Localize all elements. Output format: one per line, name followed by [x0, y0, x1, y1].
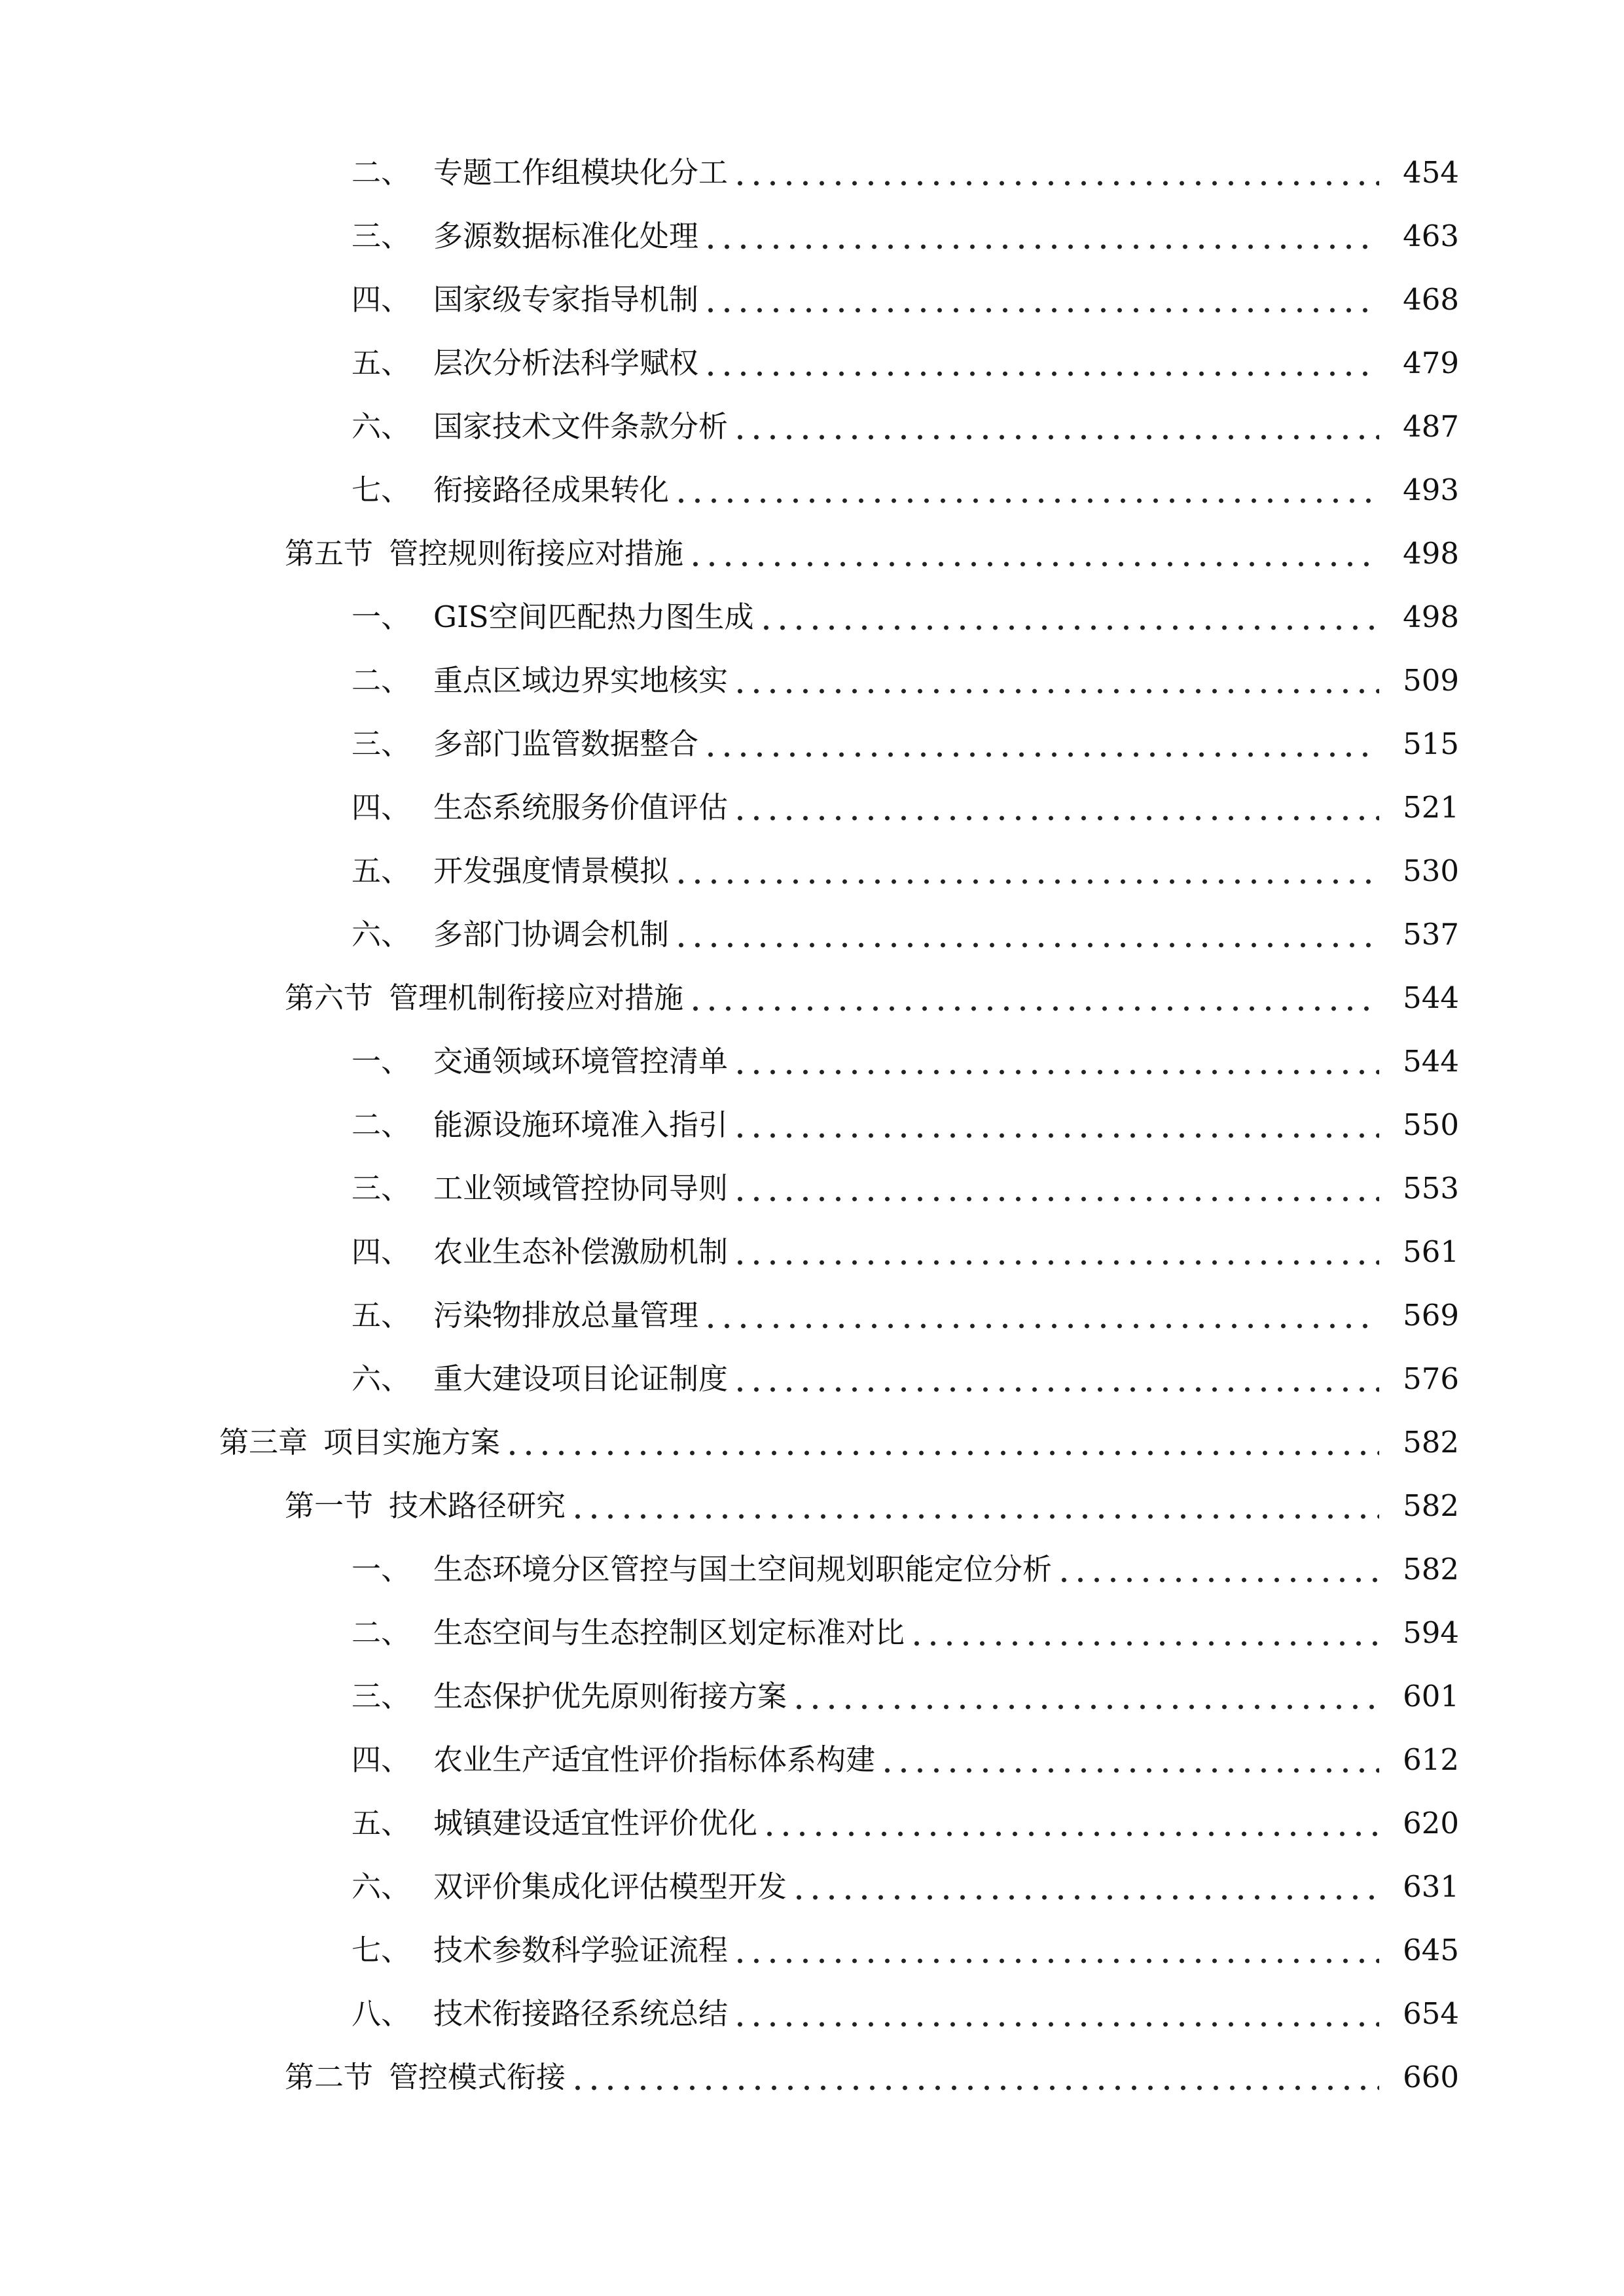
toc-entry-number: 第二节 [285, 2060, 374, 2094]
toc-entry-title: 农业生态补偿激励机制 [433, 1234, 729, 1269]
toc-entry-page-number: 544 [1403, 1044, 1459, 1079]
toc-entry-title: 重点区域边界实地核实 [433, 663, 729, 698]
toc-entry-title: 管控模式衔接 [389, 2060, 566, 2094]
toc-entry[interactable] [0, 1220, 1624, 1283]
toc-entry-page-number: 454 [1403, 155, 1459, 190]
toc-entry-number: 四、 [352, 1234, 411, 1269]
toc-entry-number: 第一节 [285, 1488, 374, 1523]
toc-entry[interactable] [0, 1728, 1624, 1791]
toc-entry-number: 第五节 [285, 536, 374, 571]
toc-entry-number: 四、 [352, 282, 411, 317]
dot-leader [732, 1999, 1379, 2028]
toc-entry-title: 生态保护优先原则衔接方案 [433, 1679, 787, 1713]
toc-entry-number: 七、 [352, 473, 411, 507]
toc-entry-title: 管理机制衔接应对措施 [389, 980, 684, 1015]
toc-entry[interactable] [0, 1474, 1624, 1537]
toc-entry-number: 三、 [352, 1171, 411, 1206]
toc-entry-page-number: 631 [1403, 1869, 1459, 1904]
dot-leader [732, 1047, 1379, 1076]
toc-entry-page-number: 654 [1403, 1996, 1459, 2031]
toc-entry[interactable] [0, 204, 1624, 268]
toc-entry[interactable] [0, 1664, 1624, 1728]
toc-entry-title: GIS空间匹配热力图生成 [433, 600, 754, 634]
toc-entry[interactable] [0, 1601, 1624, 1664]
toc-entry-title: 农业生产适宜性评价指标体系构建 [433, 1742, 876, 1777]
toc-entry[interactable] [0, 2045, 1624, 2109]
toc-entry-number: 一、 [352, 600, 411, 634]
toc-entry-page-number: 660 [1403, 2060, 1459, 2094]
toc-entry[interactable] [0, 649, 1624, 712]
toc-entry-title: 城镇建设适宜性评价优化 [433, 1806, 758, 1840]
toc-entry-page-number: 576 [1403, 1361, 1459, 1396]
toc-entry[interactable] [0, 522, 1624, 585]
table-of-contents [0, 141, 1624, 2109]
dot-leader [702, 348, 1379, 378]
toc-entry-title: 专题工作组模块化分工 [433, 155, 729, 190]
dot-leader [673, 920, 1379, 949]
toc-entry-title: 层次分析法科学赋权 [433, 346, 699, 380]
toc-entry-number: 七、 [352, 1933, 411, 1967]
dot-leader [909, 1618, 1379, 1647]
toc-entry-number: 三、 [352, 1679, 411, 1713]
toc-entry[interactable] [0, 1855, 1624, 1918]
toc-entry-number: 三、 [352, 219, 411, 253]
toc-entry[interactable] [0, 331, 1624, 395]
toc-entry-title: 多部门协调会机制 [433, 917, 670, 952]
toc-entry-page-number: 601 [1403, 1679, 1459, 1713]
toc-entry-number: 三、 [352, 726, 411, 761]
toc-entry[interactable] [0, 966, 1624, 1030]
toc-entry-number: 六、 [352, 1361, 411, 1396]
toc-entry-title: 项目实施方案 [323, 1425, 501, 1460]
dot-leader [732, 666, 1379, 695]
toc-entry-title: 技术路径研究 [389, 1488, 566, 1523]
dot-leader [732, 158, 1379, 187]
toc-entry-title: 生态空间与生态控制区划定标准对比 [433, 1615, 905, 1650]
dot-leader [758, 602, 1379, 632]
toc-entry-title: 国家级专家指导机制 [433, 282, 699, 317]
dot-leader [732, 1364, 1379, 1393]
toc-entry[interactable] [0, 1982, 1624, 2045]
toc-entry-number: 二、 [352, 155, 411, 190]
toc-entry[interactable] [0, 712, 1624, 776]
toc-entry[interactable] [0, 1157, 1624, 1220]
toc-entry-number: 二、 [352, 663, 411, 698]
toc-entry-page-number: 479 [1403, 346, 1459, 380]
dot-leader [732, 412, 1379, 441]
toc-entry-page-number: 620 [1403, 1806, 1459, 1840]
toc-entry[interactable] [0, 1347, 1624, 1410]
toc-entry-title: 多源数据标准化处理 [433, 219, 699, 253]
dot-leader [687, 983, 1379, 1013]
dot-leader [569, 1491, 1379, 1520]
dot-leader [702, 221, 1379, 251]
toc-entry-number: 六、 [352, 409, 411, 444]
toc-entry-number: 五、 [352, 346, 411, 380]
toc-entry-number: 第六节 [285, 980, 374, 1015]
dot-leader [673, 856, 1379, 886]
toc-entry-page-number: 521 [1403, 790, 1459, 825]
dot-leader [732, 1174, 1379, 1203]
toc-entry-page-number: 498 [1403, 600, 1459, 634]
toc-entry-title: 技术参数科学验证流程 [433, 1933, 729, 1967]
toc-entry-title: 多部门监管数据整合 [433, 726, 699, 761]
toc-entry-number: 六、 [352, 1869, 411, 1904]
toc-entry-page-number: 498 [1403, 536, 1459, 571]
toc-entry-title: 生态环境分区管控与国土空间规划职能定位分析 [433, 1552, 1053, 1587]
toc-entry-page-number: 550 [1403, 1107, 1459, 1142]
toc-entry-page-number: 537 [1403, 917, 1459, 952]
toc-entry-title: 国家技术文件条款分析 [433, 409, 729, 444]
toc-entry-page-number: 493 [1403, 473, 1459, 507]
toc-entry-number: 五、 [352, 1298, 411, 1333]
toc-entry-title: 污染物排放总量管理 [433, 1298, 699, 1333]
dot-leader [702, 729, 1379, 759]
toc-entry-page-number: 612 [1403, 1742, 1459, 1777]
dot-leader [791, 1681, 1379, 1711]
toc-entry-number: 四、 [352, 1742, 411, 1777]
toc-entry[interactable] [0, 1283, 1624, 1347]
toc-entry[interactable] [0, 141, 1624, 204]
toc-entry-page-number: 569 [1403, 1298, 1459, 1333]
dot-leader [702, 1300, 1379, 1330]
toc-entry-number: 二、 [352, 1615, 411, 1650]
toc-entry[interactable] [0, 1410, 1624, 1474]
toc-entry-number: 五、 [352, 1806, 411, 1840]
toc-entry[interactable] [0, 458, 1624, 522]
toc-entry-page-number: 582 [1403, 1552, 1459, 1587]
toc-entry-title: 能源设施环境准入指引 [433, 1107, 729, 1142]
toc-entry-title: 生态系统服务价值评估 [433, 790, 729, 825]
dot-leader [791, 1872, 1379, 1901]
toc-entry-page-number: 553 [1403, 1171, 1459, 1206]
dot-leader [504, 1427, 1379, 1457]
toc-entry[interactable] [0, 903, 1624, 966]
dot-leader [761, 1808, 1379, 1838]
toc-entry-page-number: 582 [1403, 1488, 1459, 1523]
toc-entry-number: 二、 [352, 1107, 411, 1142]
toc-entry-page-number: 582 [1403, 1425, 1459, 1460]
toc-entry-title: 管控规则衔接应对措施 [389, 536, 684, 571]
toc-entry-page-number: 463 [1403, 219, 1459, 253]
toc-entry-title: 工业领域管控协同导则 [433, 1171, 729, 1206]
dot-leader [732, 1935, 1379, 1965]
toc-entry-page-number: 561 [1403, 1234, 1459, 1269]
toc-entry[interactable] [0, 839, 1624, 903]
dot-leader [879, 1745, 1379, 1774]
toc-entry[interactable] [0, 585, 1624, 649]
toc-entry[interactable] [0, 268, 1624, 331]
toc-entry-number: 一、 [352, 1552, 411, 1587]
dot-leader [732, 793, 1379, 822]
toc-entry-number: 四、 [352, 790, 411, 825]
dot-leader [732, 1110, 1379, 1139]
toc-entry-title: 开发强度情景模拟 [433, 853, 670, 888]
toc-entry-page-number: 487 [1403, 409, 1459, 444]
toc-entry-number: 第三章 [219, 1425, 308, 1460]
toc-entry-page-number: 594 [1403, 1615, 1459, 1650]
toc-entry-number: 五、 [352, 853, 411, 888]
toc-entry[interactable] [0, 395, 1624, 458]
toc-entry[interactable] [0, 1918, 1624, 1982]
toc-entry-page-number: 515 [1403, 726, 1459, 761]
toc-entry-number: 六、 [352, 917, 411, 952]
toc-entry-title: 重大建设项目论证制度 [433, 1361, 729, 1396]
toc-entry-title: 衔接路径成果转化 [433, 473, 670, 507]
dot-leader [569, 2062, 1379, 2092]
toc-entry-page-number: 530 [1403, 853, 1459, 888]
toc-entry-title: 双评价集成化评估模型开发 [433, 1869, 787, 1904]
toc-entry-number: 一、 [352, 1044, 411, 1079]
dot-leader [673, 475, 1379, 505]
toc-entry[interactable] [0, 1093, 1624, 1157]
toc-entry[interactable] [0, 1537, 1624, 1601]
toc-entry[interactable] [0, 1791, 1624, 1855]
toc-entry-page-number: 509 [1403, 663, 1459, 698]
dot-leader [1056, 1554, 1379, 1584]
toc-entry-number: 八、 [352, 1996, 411, 2031]
dot-leader [702, 285, 1379, 314]
toc-entry-page-number: 468 [1403, 282, 1459, 317]
toc-entry-page-number: 645 [1403, 1933, 1459, 1967]
dot-leader [732, 1237, 1379, 1266]
dot-leader [687, 539, 1379, 568]
toc-entry[interactable] [0, 1030, 1624, 1093]
toc-entry-page-number: 544 [1403, 980, 1459, 1015]
toc-entry[interactable] [0, 776, 1624, 839]
toc-entry-title: 交通领域环境管控清单 [433, 1044, 729, 1079]
toc-entry-title: 技术衔接路径系统总结 [433, 1996, 729, 2031]
